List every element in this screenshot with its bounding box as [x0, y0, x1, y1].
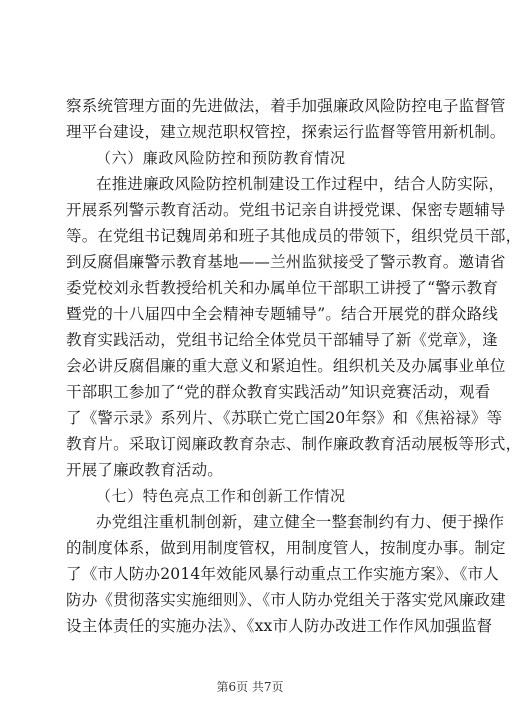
paragraph-line: 设主体责任的实施办法》、《xx市人防办改进工作作风加强监督: [66, 617, 493, 635]
paragraph-line: 理平台建设，建立规范职权管控，探索运行监督等管用新机制。: [66, 123, 506, 141]
paragraph-line: 防办《贯彻落实实施细则》、《市人防办党组关于落实党风廉政建: [66, 591, 506, 609]
paragraph-line: 办党组注重机制创新，建立健全一整套制约有力、便于操作: [96, 513, 505, 531]
paragraph-line: 等。在党组书记魏周弟和班子其他成员的带领下，组织党员干部，: [66, 227, 521, 245]
paragraph-line: 察系统管理方面的先进做法，着手加强廉政风险防控电子监督管: [66, 97, 506, 115]
paragraph-line: 到反腐倡廉警示教育基地——兰州监狱接受了警示教育。邀请省: [66, 253, 506, 271]
paragraph-line: 在推进廉政风险防控机制建设工作过程中，结合人防实际，: [96, 175, 505, 193]
paragraph-line: 开展了廉政教育活动。: [66, 461, 224, 479]
paragraph-line: 了《警示录》系列片、《苏联亡党亡国20年祭》和《焦裕禄》等: [66, 409, 503, 427]
paragraph-line: 委党校刘永哲教授给机关和办属单位干部职工讲授了“警示教育: [66, 279, 499, 297]
paragraph-line: 教育实践活动，党组书记给全体党员干部辅导了新《党章》，逢: [66, 331, 498, 349]
section-heading-6: （六）廉政风险防控和预防教育情况: [96, 149, 346, 167]
paragraph-line: 的制度体系，做到用制度管权，用制度管人，按制度办事。制定: [66, 539, 506, 557]
paragraph-line: 了《市人防办2014年效能风暴行动重点工作实施方案》、《市人: [66, 565, 499, 583]
paragraph-line: 干部职工参加了“党的群众教育实践活动”知识竞赛活动，观看: [66, 383, 491, 401]
paragraph-line: 暨党的十八届四中全会精神专题辅导”。结合开展党的群众路线: [66, 305, 499, 323]
page-footer: 第6页 共7页: [216, 680, 284, 694]
paragraph-line: 会必讲反腐倡廉的重大意义和紧迫性。组织机关及办属事业单位: [66, 357, 506, 375]
paragraph-line: 开展系列警示教育活动。党组书记亲自讲授党课、保密专题辅导: [66, 201, 506, 219]
paragraph-line: 教育片。采取订阅廉政教育杂志、制作廉政教育活动展板等形式，: [66, 435, 521, 453]
section-heading-7: （七）特色亮点工作和创新工作情况: [96, 487, 346, 505]
